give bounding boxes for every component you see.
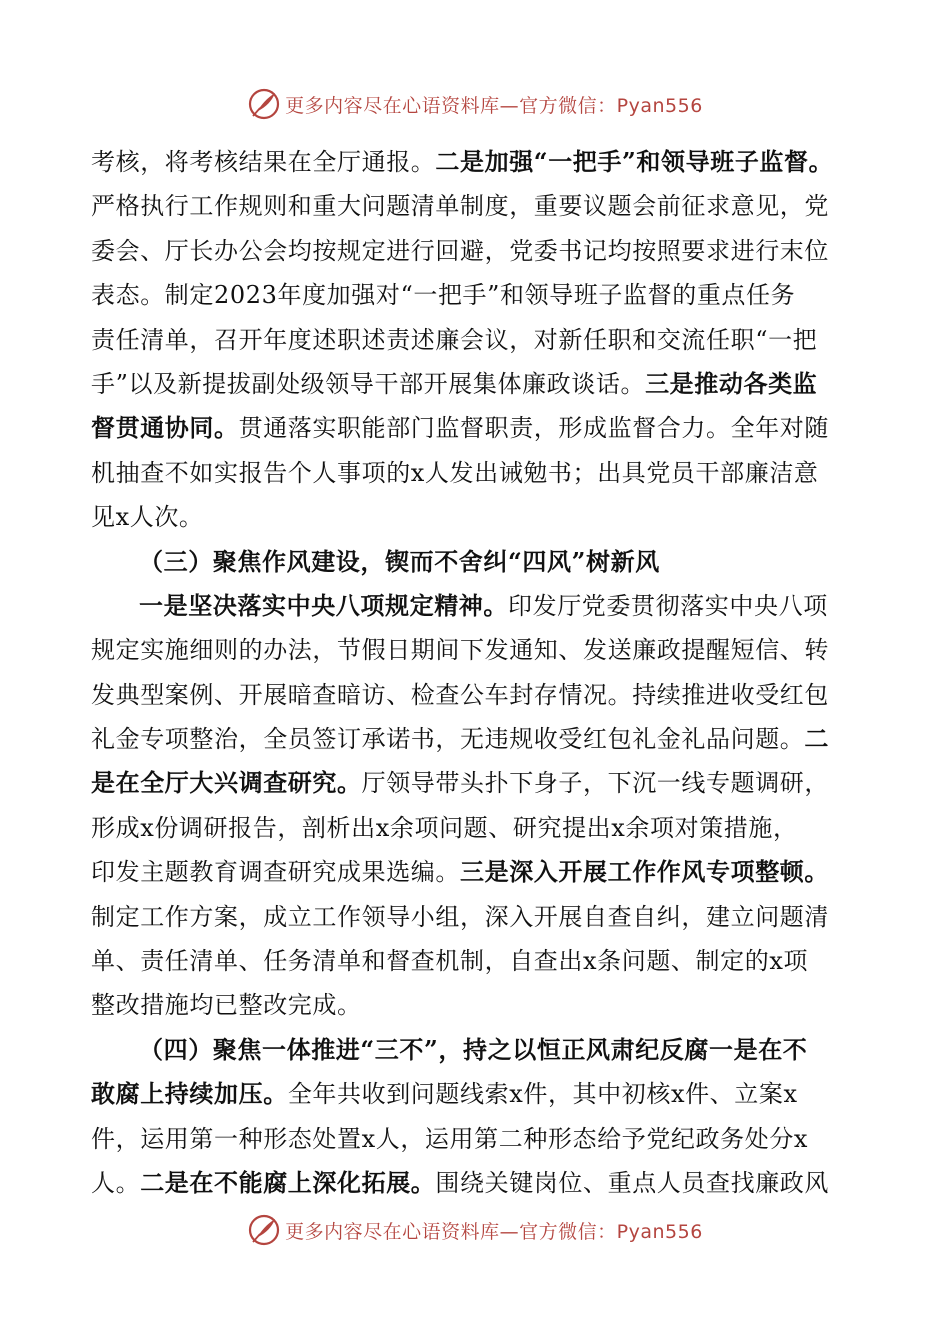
text-segment: 单、责任清单、任务清单和督查机制，自查出x条问题、制定的x项 bbox=[91, 947, 809, 976]
paragraph-line bbox=[91, 806, 861, 850]
paragraph-line bbox=[91, 717, 861, 761]
text-segment: 考核，将考核结果在全厅通报。 bbox=[91, 148, 436, 176]
text-segment: 见x人次。 bbox=[91, 503, 204, 532]
footer-watermark bbox=[0, 1210, 950, 1250]
text-segment: 委会、厅长办公会均按规定进行回避，党委书记均按照要求进行末位 bbox=[91, 236, 829, 265]
text-segment: 整改措施均已整改完成。 bbox=[91, 991, 362, 1020]
text-segment: 规定实施细则的办法，节假日期间下发通知、发送廉政提醒短信、转 bbox=[91, 636, 829, 665]
section-heading: （四）聚焦一体推进“三不”，持之以恒正风肃纪反腐一是在不 bbox=[139, 1034, 808, 1064]
text-segment: 形成x份调研报告，剖析出x余项问题、研究提出x余项对策措施， bbox=[91, 813, 798, 842]
feather-pen-circle-icon bbox=[247, 87, 281, 121]
paragraph-line bbox=[91, 451, 861, 495]
text-segment: 严格执行工作规则和重大问题清单制度，重要议题会前征求意见，党 bbox=[91, 192, 829, 221]
text-segment: 手”以及新提拔副处级领导干部开展集体廉政谈话。 bbox=[91, 369, 646, 398]
paragraph-line bbox=[91, 673, 861, 717]
watermark-text: 更多内容尽在心语资料库—官方微信：Pyan556 bbox=[285, 1220, 703, 1243]
bold-text-segment: 督贯通协同。 bbox=[91, 413, 239, 443]
text-segment: 表态。制定2023年度加强对“一把手”和领导班子监督的重点任务 bbox=[91, 281, 796, 310]
paragraph-line bbox=[91, 1117, 861, 1161]
paragraph-line bbox=[91, 184, 861, 228]
text-segment: 厅领导带头扑下身子，下沉一线专题调研， bbox=[361, 769, 830, 798]
paragraph-line bbox=[91, 628, 861, 672]
bold-text-segment: 三是深入开展工作作风专项整顿。 bbox=[460, 857, 829, 887]
header-watermark bbox=[0, 84, 950, 124]
paragraph-line bbox=[91, 983, 861, 1027]
text-segment: 全年共收到问题线索x件，其中初核x件、立案x bbox=[287, 1080, 798, 1109]
text-segment: 印发厅党委贯彻落实中央八项 bbox=[508, 591, 828, 620]
paragraph-line bbox=[91, 229, 861, 273]
section-heading: （三）聚焦作风建设，锲而不舍纠“四风”树新风 bbox=[139, 546, 660, 576]
paragraph-first-line bbox=[91, 584, 861, 628]
paragraph-line bbox=[91, 761, 861, 805]
text-segment: 发典型案例、开展暗查暗访、检查公车封存情况。持续推进收受红包 bbox=[91, 680, 829, 709]
bold-text-segment: 是在全厅大兴调查研究。 bbox=[91, 768, 362, 798]
paragraph-line bbox=[91, 318, 861, 362]
bold-text-segment: 二 bbox=[804, 724, 830, 754]
text-segment: 制定工作方案，成立工作领导小组，深入开展自查自纠，建立问题清 bbox=[91, 902, 829, 931]
bold-text-segment: 二是加强“一把手”和领导班子监督。 bbox=[435, 147, 834, 176]
paragraph-line bbox=[91, 895, 861, 939]
paragraph-line bbox=[91, 362, 861, 406]
paragraph-line bbox=[91, 406, 861, 450]
text-segment: 围绕关键岗位、重点人员查找廉政风 bbox=[435, 1168, 830, 1197]
text-segment: 贯通落实职能部门监督职责，形成监督合力。全年对随 bbox=[238, 414, 830, 443]
text-segment: 印发主题教育调查研究成果选编。 bbox=[91, 858, 460, 887]
bold-text-segment: 敢腐上持续加压。 bbox=[91, 1079, 288, 1109]
paragraph-line bbox=[91, 1161, 861, 1205]
bold-text-segment: 一是坚决落实中央八项规定精神。 bbox=[139, 590, 508, 620]
paragraph-line bbox=[91, 273, 861, 317]
paragraph-line bbox=[91, 140, 861, 184]
text-segment: 人。 bbox=[91, 1168, 141, 1197]
paragraph-line bbox=[91, 495, 861, 539]
paragraph-line bbox=[91, 939, 861, 983]
text-segment: 责任清单，召开年度述职述责述廉会议，对新任职和交流任职“一把 bbox=[91, 325, 818, 354]
feather-pen-circle-icon bbox=[247, 1213, 281, 1247]
paragraph-line bbox=[91, 850, 861, 894]
text-segment: 件，运用第一种形态处置x人，运用第二种形态给予党纪政务处分x bbox=[91, 1124, 809, 1153]
bold-text-segment: 三是推动各类监 bbox=[645, 368, 818, 398]
document-body bbox=[91, 140, 861, 1205]
text-segment: 机抽查不如实报告个人事项的x人发出诫勉书；出具党员干部廉洁意 bbox=[91, 458, 819, 487]
bold-text-segment: 二是在不能腐上深化拓展。 bbox=[140, 1167, 436, 1197]
text-segment: 礼金专项整治，全员签订承诺书，无违规收受红包礼金礼品问题。 bbox=[91, 725, 805, 754]
watermark-text: 更多内容尽在心语资料库—官方微信：Pyan556 bbox=[285, 94, 703, 117]
paragraph-line bbox=[91, 1072, 861, 1116]
